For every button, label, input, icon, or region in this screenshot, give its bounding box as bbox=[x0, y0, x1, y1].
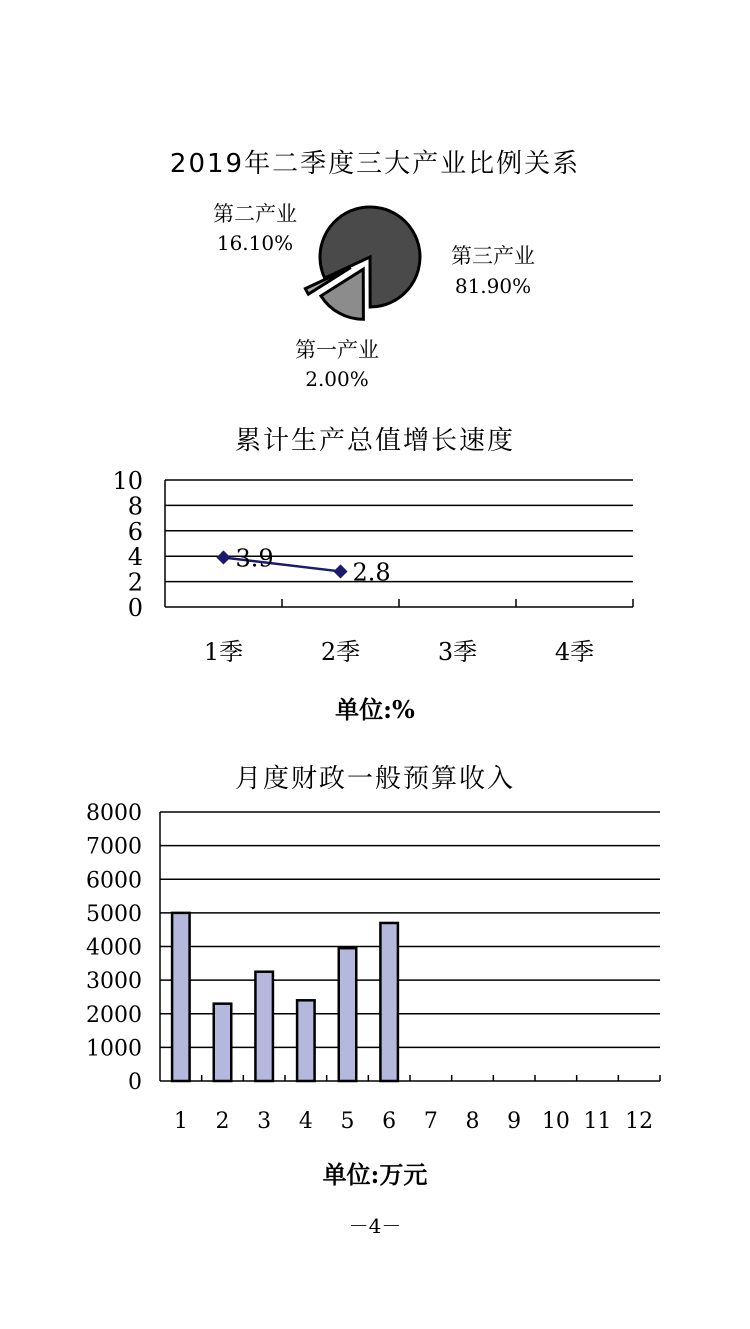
pie-label-tertiary-name: 第三产业 bbox=[451, 244, 535, 268]
bar-xtick-label: 2 bbox=[215, 1109, 230, 1134]
bar-ytick-label: 4000 bbox=[86, 935, 142, 961]
bar-ytick-label: 0 bbox=[128, 1070, 142, 1095]
pie-label-secondary-name: 第二产业 bbox=[213, 202, 297, 226]
line-data-label: 3.9 bbox=[235, 544, 274, 573]
pie-label-primary-value: 2.00% bbox=[305, 367, 369, 391]
bar-ytick-label: 1000 bbox=[86, 1036, 142, 1062]
line-ytick-label: 8 bbox=[127, 492, 143, 521]
bar-xtick-label: 8 bbox=[465, 1109, 480, 1134]
line-data-label: 2.8 bbox=[352, 558, 391, 587]
line-point-marker bbox=[333, 564, 347, 578]
line-ytick-label: 10 bbox=[112, 467, 143, 495]
bar-xtick-label: 12 bbox=[625, 1109, 654, 1134]
bar-chart bbox=[0, 800, 750, 1150]
bar-xtick-label: 4 bbox=[298, 1109, 313, 1134]
bar-xtick-label: 3 bbox=[257, 1109, 272, 1134]
pie-label-tertiary-value: 81.90% bbox=[454, 274, 532, 298]
line-ytick-label: 4 bbox=[127, 543, 143, 572]
bar-month-6 bbox=[380, 923, 398, 1081]
bar-xtick-label: 7 bbox=[423, 1109, 438, 1134]
bar-month-2 bbox=[214, 1004, 232, 1081]
bar-ytick-label: 2000 bbox=[86, 1002, 142, 1028]
bar-chart-title: 月度财政一般预算收入 bbox=[234, 764, 515, 794]
pie-chart bbox=[0, 195, 750, 395]
bar-ytick-label: 3000 bbox=[86, 969, 142, 995]
bar-month-4 bbox=[297, 1000, 315, 1081]
bar-xtick-label: 11 bbox=[583, 1109, 612, 1134]
pie-label-secondary-value: 16.10% bbox=[216, 231, 294, 255]
bar-month-1 bbox=[172, 913, 190, 1081]
bar-xtick-label: 5 bbox=[340, 1109, 355, 1134]
line-xtick-label: 4季 bbox=[554, 638, 595, 666]
bar-ytick-label: 6000 bbox=[86, 868, 142, 894]
pie-label-primary-name: 第一产业 bbox=[295, 338, 379, 362]
bar-chart-unit: 单位:万元 bbox=[322, 1160, 428, 1189]
line-ytick-label: 6 bbox=[127, 517, 143, 546]
bar-xtick-label: 10 bbox=[541, 1109, 570, 1134]
bar-month-3 bbox=[255, 972, 273, 1081]
bar-ytick-label: 7000 bbox=[86, 834, 142, 860]
line-ytick-label: 0 bbox=[127, 594, 143, 622]
bar-ytick-label: 8000 bbox=[86, 801, 142, 826]
bar-xtick-label: 6 bbox=[382, 1109, 397, 1134]
bar-ytick-label: 5000 bbox=[86, 901, 142, 927]
line-xtick-label: 1季 bbox=[203, 638, 244, 666]
line-point-marker bbox=[216, 550, 230, 564]
bar-xtick-label: 1 bbox=[173, 1109, 188, 1134]
line-chart-unit: 单位:% bbox=[335, 695, 415, 724]
line-chart-title: 累计生产总值增长速度 bbox=[234, 426, 515, 456]
page-number: －4－ bbox=[348, 1214, 402, 1238]
bar-xtick-label: 9 bbox=[507, 1109, 522, 1134]
line-chart bbox=[0, 467, 750, 670]
line-xtick-label: 3季 bbox=[437, 638, 478, 666]
line-ytick-label: 2 bbox=[127, 568, 143, 597]
bar-month-5 bbox=[339, 948, 357, 1081]
line-xtick-label: 2季 bbox=[320, 638, 361, 666]
pie-chart-title: 2019年二季度三大产业比例关系 bbox=[169, 149, 581, 179]
